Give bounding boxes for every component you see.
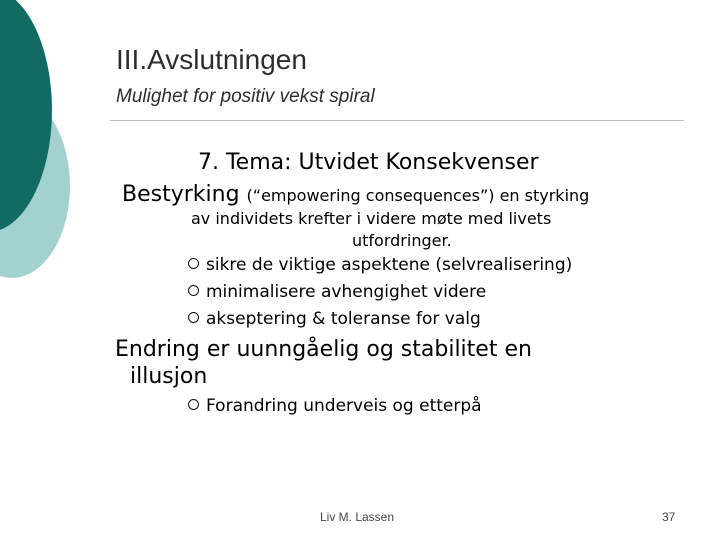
bullet-item xyxy=(188,396,482,416)
slide-title: III.Avslutningen xyxy=(116,44,307,75)
bullet-text: minimalisere avhengighet videre xyxy=(206,282,487,302)
bullet-text: sikre de viktige aspektene (selvrealisering) xyxy=(206,255,573,275)
title-divider xyxy=(110,120,684,121)
footer-author: Liv M. Lassen xyxy=(320,510,395,524)
bullet-item xyxy=(188,309,481,329)
body-line-utfordringer: utfordringer. xyxy=(352,231,452,250)
circle-bullet-icon xyxy=(188,399,199,410)
slide-subtitle: Mulighet for positiv vekst spiral xyxy=(116,86,375,107)
circle-bullet-icon xyxy=(188,258,199,269)
body-line-illusjon: illusjon xyxy=(130,364,208,389)
body-line-bestyrking xyxy=(122,182,589,207)
body-line-endring: Endring er uunngåelig og stabilitet en xyxy=(115,337,532,362)
bullet-item xyxy=(188,255,572,275)
circle-bullet-icon xyxy=(188,285,199,296)
body-line-bestyrking-main: Bestyrking xyxy=(122,182,247,207)
body-line-individets: av individets krefter i videre møte med livets xyxy=(191,209,552,228)
body-line-bestyrking-detail: (“empowering consequences”) en styrking xyxy=(246,186,590,205)
bullet-text: akseptering & toleranse for valg xyxy=(206,309,481,329)
circle-bullet-icon xyxy=(188,312,199,323)
body-heading: 7. Tema: Utvidet Konsekvenser xyxy=(198,150,539,175)
page-number: 37 xyxy=(662,510,676,524)
bullet-text: Forandring underveis og etterpå xyxy=(206,396,482,416)
bullet-item xyxy=(188,282,486,302)
